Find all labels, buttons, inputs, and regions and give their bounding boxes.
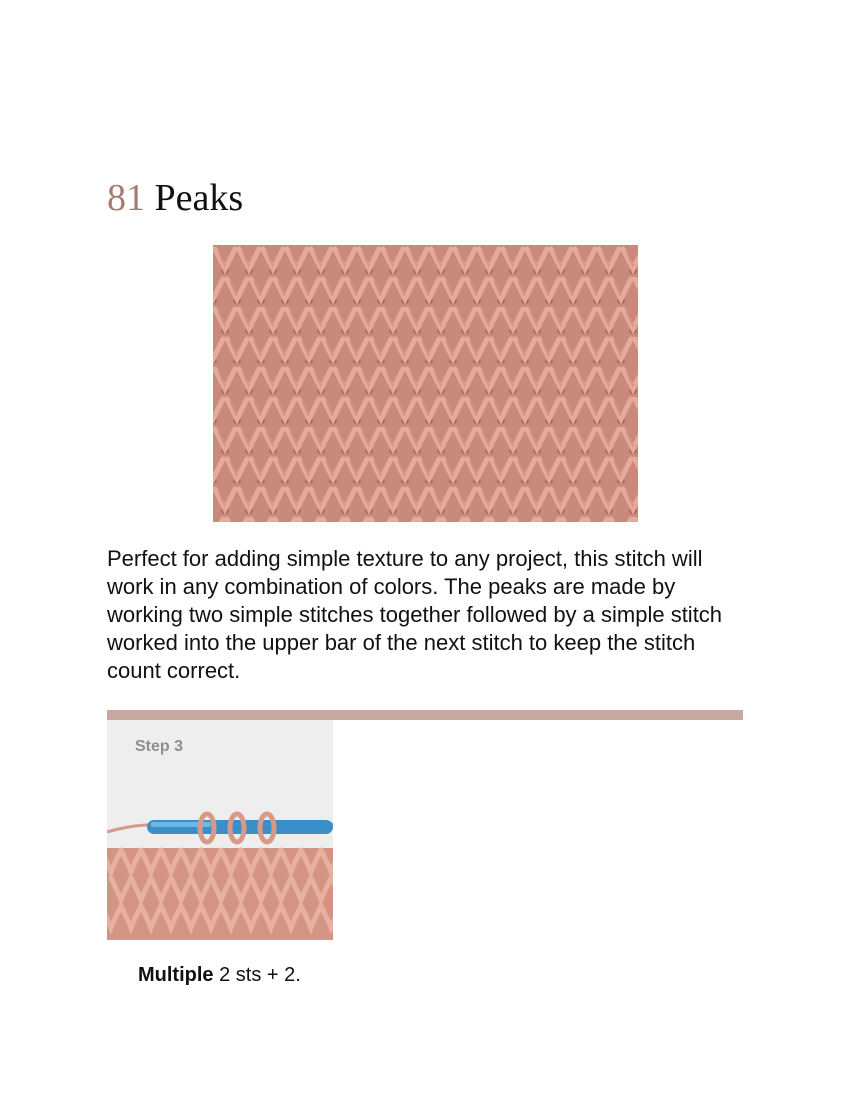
pattern-description: Perfect for adding simple texture to any project, this stitch will work in any combination of colors. The peaks are made by working two simple stitches together followed by a simple stitch worked into the upper bar of the next stitch to keep the stitch count correct. xyxy=(107,546,723,683)
stitch-multiple xyxy=(138,962,301,988)
stitch-swatch-photo xyxy=(213,245,638,522)
multiple-label: Multiple xyxy=(138,964,214,986)
pattern-name: Peaks xyxy=(154,177,244,219)
pattern-number: 81 xyxy=(107,177,145,219)
step-label: Step 3 xyxy=(135,738,184,755)
pattern-title xyxy=(107,176,243,220)
section-divider xyxy=(107,710,743,720)
multiple-value: 2 sts + 2. xyxy=(219,964,301,986)
step-3-photo xyxy=(107,720,333,940)
